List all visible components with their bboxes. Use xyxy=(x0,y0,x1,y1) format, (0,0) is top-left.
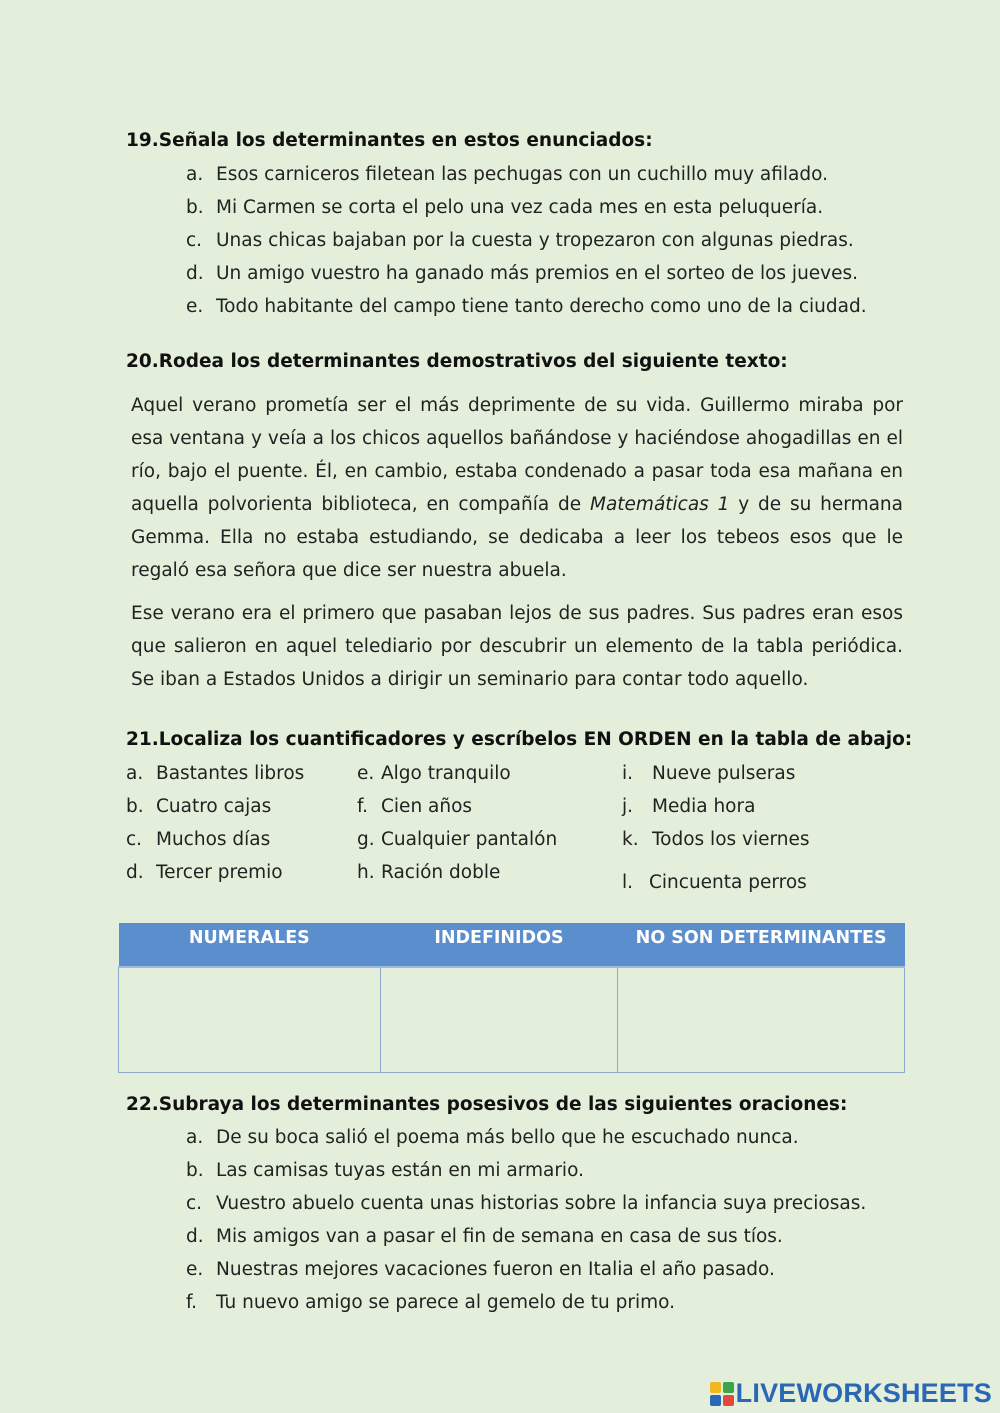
book-title: Matemáticas 1 xyxy=(589,494,730,515)
item-letter: c. xyxy=(186,230,203,251)
item-text: Las camisas tuyas están en mi armario. xyxy=(216,1160,584,1181)
item-letter: f. xyxy=(357,796,369,817)
item-letter: b. xyxy=(126,796,144,817)
header-numerales: NUMERALES xyxy=(119,923,381,967)
list-item xyxy=(186,1187,866,1220)
q19-title: 19.Señala los determinantes en estos enunciados: xyxy=(126,130,653,151)
paragraph-text: y de su hermana Gemma. Ella no estaba estudiando, se dedicaba a leer los tebeos esos que le regaló esa señora que dice ser nuestra abuela. xyxy=(131,494,903,581)
item-letter: d. xyxy=(186,1226,204,1247)
list-item xyxy=(186,1220,866,1253)
list-item xyxy=(186,1253,866,1286)
item-text: Esos carniceros filetean las pechugas con un cuchillo muy afilado. xyxy=(216,164,828,185)
list-item xyxy=(622,866,810,899)
list-item xyxy=(186,158,867,191)
item-letter: d. xyxy=(126,862,144,883)
item-letter: g. xyxy=(357,829,375,850)
q20-paragraph-2: Ese verano era el primero que pasaban lejos de sus padres. Sus padres eran esos que salieron en aquel telediario por descubrir un elemento de la tabla periódica. Se iban a Estados Unidos a dirigir un seminario para contar todo aquello. xyxy=(131,603,903,690)
list-item xyxy=(186,290,867,323)
item-text: Todo habitante del campo tiene tanto derecho como uno de la ciudad. xyxy=(216,296,867,317)
item-letter: b. xyxy=(186,197,204,218)
q21-title: 21.Localiza los cuantificadores y escríbelos EN ORDEN en la tabla de abajo: xyxy=(126,729,913,750)
q21-column-3 xyxy=(622,757,810,899)
item-letter: e. xyxy=(357,763,375,784)
item-letter: e. xyxy=(186,1259,204,1280)
item-text: Tercer premio xyxy=(156,862,283,883)
q22-list xyxy=(186,1121,866,1319)
list-item xyxy=(186,1121,866,1154)
paragraph-text: Aquel verano prometía ser el más deprimente de su vida. Guillermo miraba por esa ventana y veía a los chicos aquellos bañándose y haciéndose ahogadillas en el río, bajo el puente. Él, en cambio, estaba condenado a pasar toda esa mañana en aquella polvorienta biblioteca, en compañía de xyxy=(131,395,903,515)
answer-cell-no-son-determinantes[interactable] xyxy=(618,967,905,1073)
list-item xyxy=(186,257,867,290)
item-text: Un amigo vuestro ha ganado más premios en el sorteo de los jueves. xyxy=(216,263,859,284)
list-item xyxy=(622,823,810,856)
item-text: Todos los viernes xyxy=(652,829,810,850)
answer-cell-indefinidos[interactable] xyxy=(380,967,618,1073)
q20-paragraph-1 xyxy=(131,389,903,587)
item-text: Ración doble xyxy=(381,862,501,883)
item-letter: c. xyxy=(126,829,143,850)
item-letter: c. xyxy=(186,1193,203,1214)
q21-column-1 xyxy=(126,757,304,889)
item-text: De su boca salió el poema más bello que he escuchado nunca. xyxy=(216,1127,799,1148)
item-letter: j. xyxy=(622,796,634,817)
q22-title: 22.Subraya los determinantes posesivos de las siguientes oraciones: xyxy=(126,1094,848,1115)
brand-name: LIVEWORKSHEETS xyxy=(735,1378,992,1408)
item-text: Nueve pulseras xyxy=(652,763,796,784)
item-letter: h. xyxy=(357,862,375,883)
item-letter: a. xyxy=(186,164,204,185)
q20-title: 20.Rodea los determinantes demostrativos del siguiente texto: xyxy=(126,351,788,372)
list-item xyxy=(357,823,557,856)
item-text: Cuatro cajas xyxy=(156,796,272,817)
item-text: Mis amigos van a pasar el fin de semana en casa de sus tíos. xyxy=(216,1226,783,1247)
item-letter: k. xyxy=(622,829,639,850)
item-letter: f. xyxy=(186,1292,198,1313)
item-text: Vuestro abuelo cuenta unas historias sobre la infancia suya preciosas. xyxy=(216,1193,867,1214)
item-letter: e. xyxy=(186,296,204,317)
list-item xyxy=(126,823,304,856)
quantifiers-table xyxy=(118,923,905,1073)
list-item xyxy=(622,790,810,823)
list-item xyxy=(186,224,867,257)
header-indefinidos: INDEFINIDOS xyxy=(380,923,618,967)
item-text: Cincuenta perros xyxy=(649,872,807,893)
liveworksheets-logo-icon xyxy=(710,1382,734,1406)
item-letter: b. xyxy=(186,1160,204,1181)
item-text: Bastantes libros xyxy=(156,763,305,784)
list-item xyxy=(357,790,557,823)
item-text: Cualquier pantalón xyxy=(381,829,558,850)
q21-column-2 xyxy=(357,757,557,889)
item-text: Algo tranquilo xyxy=(381,763,511,784)
item-text: Unas chicas bajaban por la cuesta y tropezaron con algunas piedras. xyxy=(216,230,854,251)
list-item xyxy=(186,1154,866,1187)
item-letter: a. xyxy=(126,763,144,784)
item-letter: i. xyxy=(622,763,634,784)
list-item xyxy=(357,757,557,790)
liveworksheets-logo[interactable] xyxy=(710,1378,992,1409)
item-text: Mi Carmen se corta el pelo una vez cada mes en esta peluquería. xyxy=(216,197,824,218)
answer-cell-numerales[interactable] xyxy=(119,967,381,1073)
list-item xyxy=(126,856,304,889)
item-text: Media hora xyxy=(652,796,756,817)
list-item xyxy=(357,856,557,889)
list-item xyxy=(126,790,304,823)
item-text: Tu nuevo amigo se parece al gemelo de tu primo. xyxy=(216,1292,675,1313)
item-letter: d. xyxy=(186,263,204,284)
item-letter: l. xyxy=(622,872,634,893)
list-item xyxy=(126,757,304,790)
item-text: Nuestras mejores vacaciones fueron en Italia el año pasado. xyxy=(216,1259,775,1280)
list-item xyxy=(186,191,867,224)
q19-list xyxy=(186,158,867,323)
item-text: Cien años xyxy=(381,796,473,817)
list-item xyxy=(622,757,810,790)
header-no-son-determinantes: NO SON DETERMINANTES xyxy=(618,923,905,967)
list-item xyxy=(186,1286,866,1319)
item-letter: a. xyxy=(186,1127,204,1148)
item-text: Muchos días xyxy=(156,829,271,850)
